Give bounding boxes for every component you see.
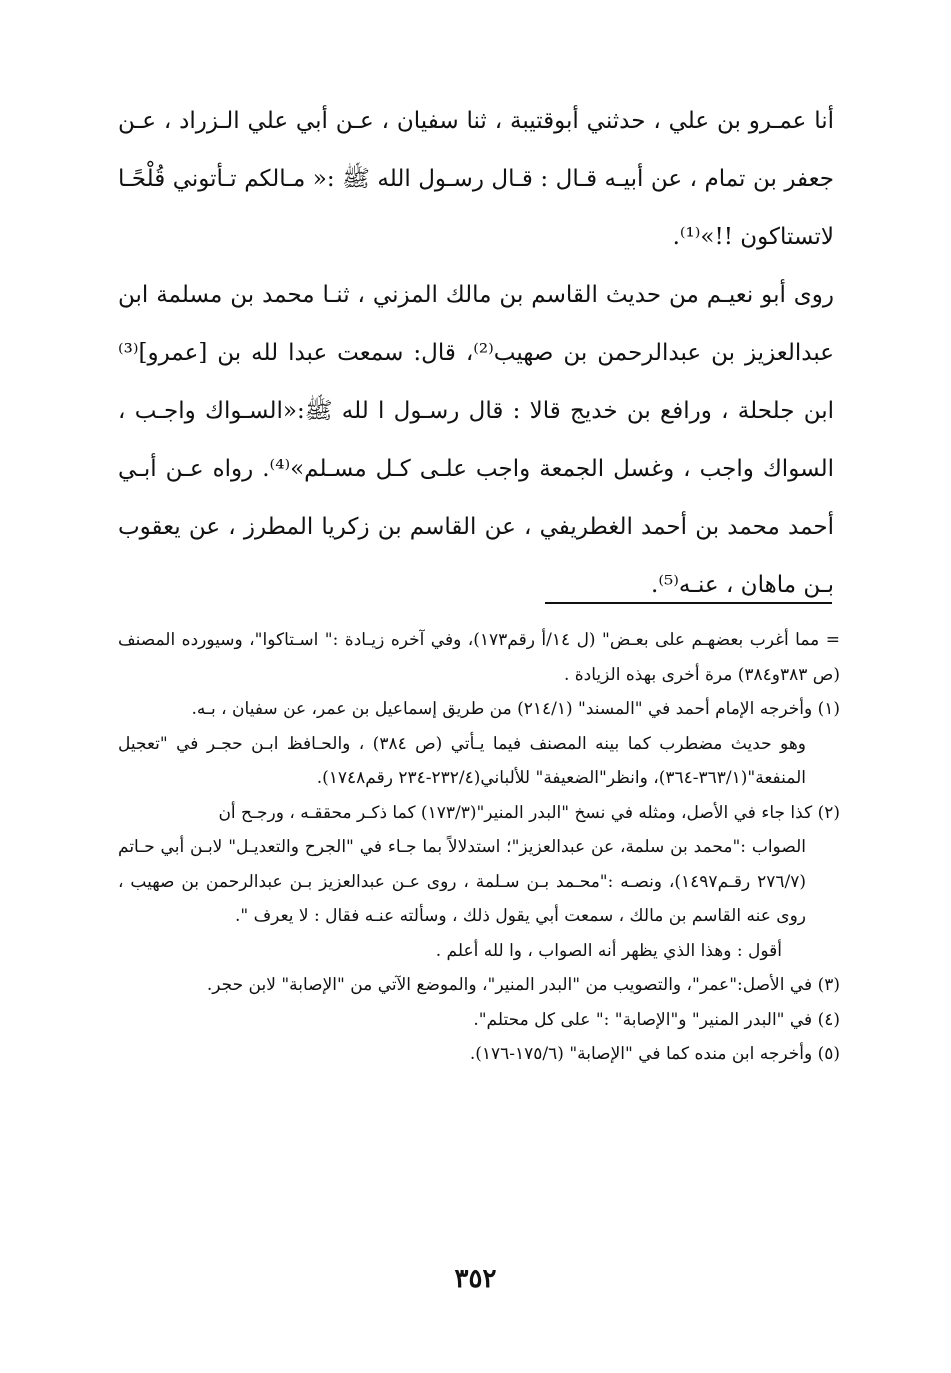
footnote-5: (٥) وأخرجه ابن منده كما في "الإصابة" (١٧٥/٦-١٧٦). [469,1044,840,1064]
footnotes [118,623,840,1072]
continuation-marker: = [825,630,840,650]
main-text [118,92,834,614]
paragraph-hadith-2: روى أبو نعيـم من حديث القاسم بن مالك المزني ، ثنـا محمد بن مسلمة ابن عبدالعزيز بن عبدالرحمن بن صهيب⁽²⁾، قال: سمعت عبدا لله بن [عمرو]⁽³⁾ ابن جلحلة ، ورافع بن خديج قالا : قال رسـول ا لله ﷺ:«السـواك واجـب ، السواك واجب ، وغسل الجمعة واجب علـى كـل مسـلم»⁽⁴⁾. رواه عـن أبـي أحمد محمد بن أحمد الغطريفي ، عن القاسم بن زكريا المطرز ، عن يعقوب بـن ماهان ، عنـه⁽⁵⁾. [118,282,834,598]
footnote-1-continued: وهو حديث مضطرب كما بينه المصنف فيما يـأتي (ص ٣٨٤) ، والحـافظ ابـن حجـر في "تعجيل المنفعة"(٣٦٣/١-٣٦٤)، وانظر"الضعيفة" للألباني(٢٣٢/٤-٢٣٤ رقم١٧٤٨). [118,733,807,788]
footnote-2-continued: الصواب :"محمد بن سلمة، عن عبدالعزيز"؛ استدلالاً بما جـاء في "الجرح والتعديـل" لابـن أبي حـاتم (٢٧٦/٧ رقـم١٤٩٧)، ونصـه :"محـمد بـن سـلمة ، روى عـن عبدالعزيز بـن عبدالرحمن بن صهيب ، روى عنه القاسم بن مالك ، سمعت أبي يقول ذلك ، وسألته عنـه فقال : لا يعرف ". [118,837,806,926]
footnote-separator [545,602,832,604]
footnote-2: (٢) كذا جاء في الأصل، ومثله في نسخ "البدر المنير"(١٧٣/٣) كما ذكـر محققـه ، ورجـح أن [218,802,840,823]
footnote-1: (١) وأخرجه الإمام أحمد في "المسند" (٢١٤/١) من طريق إسماعيل بن عمر، عن سفيان ، بـه. [191,699,840,719]
continuation-text: مما أغرب بعضهـم على بعـض" (ل ١٤/أ رقم١٧٣)، وفي آخره زيـادة :" اسـتاكوا"، وسيورده المصنف (ص ٣٨٣و٣٨٤) مرة أخرى بهذه الزيادة . [118,630,840,685]
page-number: ٣٥٢ [454,1264,497,1294]
footnote-2-comment: أقول : وهذا الذي يظهر أنه الصواب ، وا لله أعلم . [435,940,782,961]
paragraph-hadith-1: أنا عمـرو بن علي ، حدثني أبوقتيبة ، ثنا سفيان ، عـن أبي علي الـزراد ، عـن جعفر بن تمام ، عن أبيـه قـال : قـال رسـول الله ﷺ :« مـالكم تـأتوني قُلْحًـا لاتستاكون !!»⁽¹⁾. [118,108,834,250]
footnote-3: (٣) في الأصل:"عمر"، والتصويب من "البدر المنير"، والموضع الآتي من "الإصابة" لابن حجر. [206,975,840,995]
footnote-4: (٤) في "البدر المنير" و"الإصابة" :" على كل محتلم". [473,1009,840,1030]
footnote-continuation [118,623,840,692]
